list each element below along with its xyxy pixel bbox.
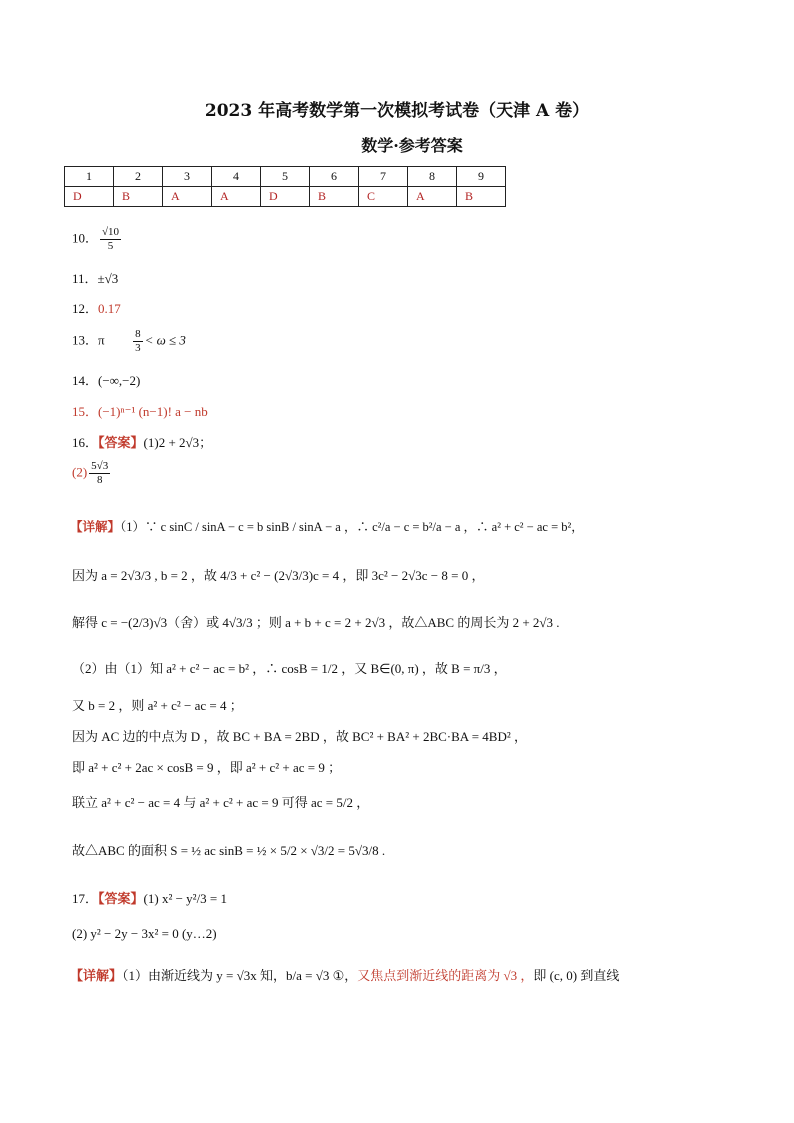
q17-answer-tag: 【答案】 bbox=[98, 891, 144, 906]
q10-label: 10． bbox=[72, 230, 99, 246]
answer-table-number-3: 3 bbox=[163, 167, 212, 187]
answer-q14: 14．(−∞,−2) bbox=[72, 373, 141, 388]
q16-detail-line-1 bbox=[70, 517, 584, 535]
q10-denominator: 5 bbox=[107, 240, 114, 252]
q17-detail-line-1 bbox=[70, 965, 619, 984]
q16-detail-line-7: 即 a² + c² + 2ac × cosB = 9 ，即 a² + c² + ac = 9 ； bbox=[72, 760, 342, 775]
answer-q17-head bbox=[72, 888, 227, 907]
q10-numerator: √10 bbox=[102, 226, 120, 238]
answer-table-value-row bbox=[65, 187, 506, 207]
answer-table-header-row bbox=[65, 167, 506, 187]
q16-part2-numerator: 5√3 bbox=[91, 460, 109, 472]
q16-part2-label: (2) bbox=[72, 464, 88, 480]
q13-numerator: 8 bbox=[135, 328, 141, 340]
q16-detail-line-3: 解得 c = −(2/3)√3（舍）或 4√3/3 ；则 a + b + c = 2 + 2√3 ，故△ABC 的周长为 2 + 2√3 . bbox=[72, 615, 560, 630]
q16-answer-tag: 【答案】 bbox=[98, 435, 144, 450]
q17-label: 17． bbox=[72, 891, 99, 906]
answer-table-answer-2: B bbox=[114, 187, 163, 207]
q16-detail-tag: 【详解】 bbox=[70, 520, 121, 534]
q13-denominator: 3 bbox=[135, 342, 141, 354]
answer-q17-part2: (2) y² − 2y − 3x² = 0 (y…2) bbox=[72, 926, 217, 941]
q16-detail-line-5: 又 b = 2 ，则 a² + c² − ac = 4 ； bbox=[72, 698, 243, 713]
answer-table-answer-1: D bbox=[65, 187, 114, 207]
answer-q16-part2 bbox=[72, 460, 112, 487]
q16-detail-line-6: 因为 AC 边的中点为 D ，故 BC + BA = 2BD ，故 BC² + BA² + 2BC·BA = 4BD² ， bbox=[72, 729, 528, 744]
answer-table-answer-9: B bbox=[457, 187, 506, 207]
q17-answer-1: (1) x² − y²/3 = 1 bbox=[143, 891, 228, 906]
q16-answer-1: (1)2 + 2√3； bbox=[143, 435, 213, 450]
answer-q10 bbox=[72, 226, 123, 253]
document-title: 2023 年高考数学第一次模拟考试卷（天津 A 卷） bbox=[204, 101, 590, 121]
q17-detail-text-1c: 即 (c, 0) 到直线 bbox=[533, 968, 620, 983]
answer-q15: 15．(−1)ⁿ⁻¹ (n−1)! a − nb bbox=[72, 404, 208, 419]
answer-table-answer-7: C bbox=[359, 187, 408, 207]
answer-table-number-9: 9 bbox=[457, 167, 506, 187]
answer-q12 bbox=[72, 298, 121, 317]
q13-label: 13．π bbox=[72, 332, 105, 348]
answer-table-number-4: 4 bbox=[212, 167, 261, 187]
answer-table-number-8: 8 bbox=[408, 167, 457, 187]
q13-inequality: < ω ≤ 3 bbox=[144, 332, 186, 348]
answer-table-number-6: 6 bbox=[310, 167, 359, 187]
q12-label: 12． bbox=[72, 301, 99, 316]
q16-detail-text-1: （1）∵ c sinC / sinA − c = b sinB / sinA − a ，∴ c²/a − c = b²/a − a ，∴ a² + c² − ac = b²， bbox=[120, 520, 584, 534]
answer-table-answer-4: A bbox=[212, 187, 261, 207]
q17-detail-text-1a: （1）由渐近线为 y = √3x 知，b/a = √3 ①， bbox=[122, 968, 358, 983]
q12-value: 0.17 bbox=[98, 301, 121, 316]
answer-table-number-5: 5 bbox=[261, 167, 310, 187]
q16-detail-line-8: 联立 a² + c² − ac = 4 与 a² + c² + ac = 9 可得 ac = 5/2 ， bbox=[72, 795, 370, 810]
q17-detail-text-1b: 又焦点到渐近线的距离为 √3 ， bbox=[357, 968, 534, 983]
q16-part2-denominator: 8 bbox=[96, 474, 103, 486]
answer-table-number-2: 2 bbox=[114, 167, 163, 187]
answer-table-answer-6: B bbox=[310, 187, 359, 207]
answer-table-answer-3: A bbox=[163, 187, 212, 207]
answer-table-number-7: 7 bbox=[359, 167, 408, 187]
q10-fraction bbox=[100, 226, 121, 253]
q17-detail-tag: 【详解】 bbox=[70, 968, 123, 983]
answer-table-answer-8: A bbox=[408, 187, 457, 207]
answer-table-number-1: 1 bbox=[65, 167, 114, 187]
q16-detail-line-4: （2）由（1）知 a² + c² − ac = b² ，∴ cosB = 1/2 ，又 B∈(0, π) ，故 B = π/3 ， bbox=[72, 661, 507, 676]
answer-table-answer-5: D bbox=[261, 187, 310, 207]
q16-detail-line-2: 因为 a = 2√3/3 , b = 2 ，故 4/3 + c² − (2√3/3)c = 4 ，即 3c² − 2√3c − 8 = 0 ， bbox=[72, 568, 485, 583]
q16-detail-line-9: 故△ABC 的面积 S = ½ ac sinB = ½ × 5/2 × √3/2 = 5√3/8 . bbox=[72, 843, 386, 858]
answer-q13 bbox=[72, 328, 186, 355]
q16-part2-fraction bbox=[89, 460, 110, 487]
q16-label: 16． bbox=[72, 435, 99, 450]
q13-fraction bbox=[133, 328, 143, 355]
answer-q16-head bbox=[72, 432, 212, 451]
answer-table bbox=[64, 166, 506, 207]
document-subtitle: 数学·参考答案 bbox=[361, 136, 463, 155]
answer-q11: 11．±√3 bbox=[72, 271, 119, 286]
